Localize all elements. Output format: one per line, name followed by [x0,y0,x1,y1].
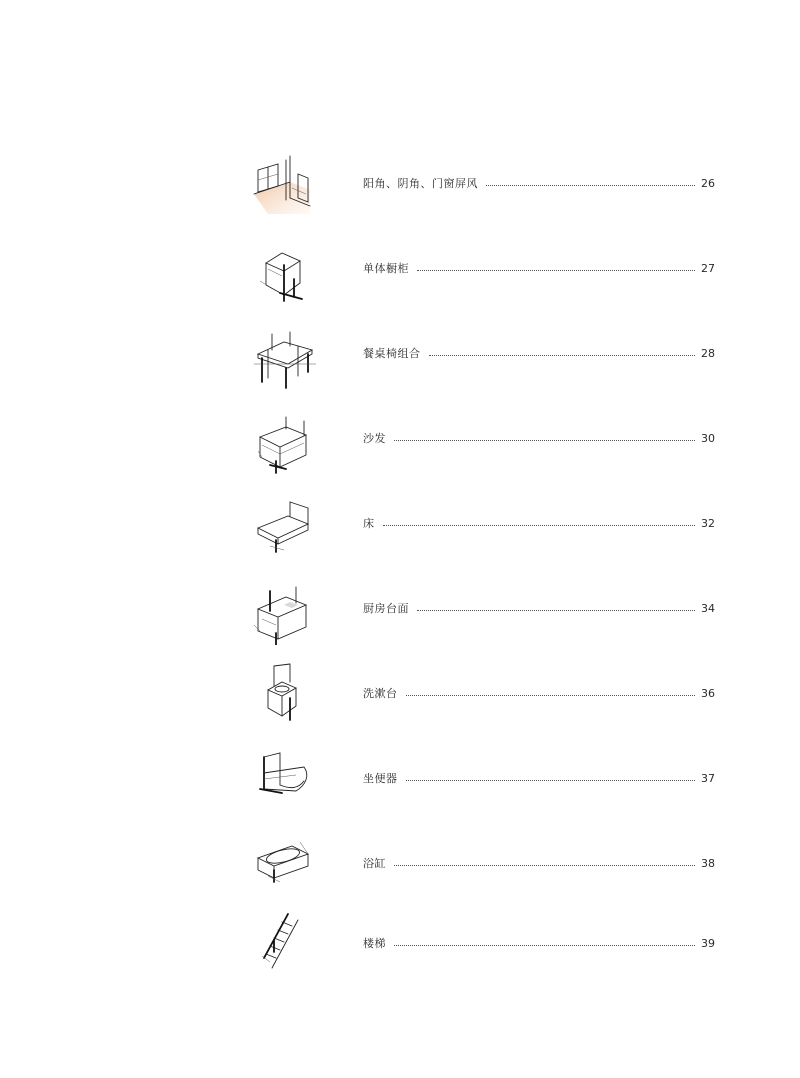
washbasin-icon [250,660,320,730]
toc-entry-title: 床 [363,517,375,530]
toc-entry[interactable] [250,235,720,305]
toc-dot-leader [394,945,695,946]
toc-entry[interactable] [250,745,720,815]
toc-entry-title: 厨房台面 [363,602,409,615]
toc-entry-page: 37 [701,771,715,785]
single-cabinet-icon [250,235,320,305]
toilet-icon [250,745,320,815]
toc-entry[interactable] [250,150,720,220]
toc-entry-page: 27 [701,261,715,275]
toc-entry-title: 楼梯 [363,937,386,950]
bed-icon [250,490,320,560]
dining-table-chairs-icon [250,320,320,390]
wall-corner-window-icon [250,150,320,220]
toc-dot-leader [406,780,696,781]
toc-entry-page: 28 [701,346,715,360]
toc-entry-title: 沙发 [363,432,386,445]
toc-entry-title: 餐桌椅组合 [363,347,421,360]
toc-dot-leader [417,270,695,271]
toc-entry-title: 坐便器 [363,772,398,785]
toc-entry-title: 浴缸 [363,857,386,870]
toc-entry[interactable] [250,910,720,980]
toc-entry[interactable] [250,320,720,390]
toc-dot-leader [383,525,696,526]
toc-dot-leader [394,865,695,866]
toc-entry-page: 32 [701,516,715,530]
toc-entry[interactable] [250,660,720,730]
toc-entry[interactable] [250,405,720,475]
toc-entry-page: 34 [701,601,715,615]
toc-dot-leader [417,610,695,611]
toc-dot-leader [486,185,695,186]
toc-entry-page: 36 [701,686,715,700]
toc-entry-page: 30 [701,431,715,445]
toc-entry-page: 38 [701,856,715,870]
toc-entry-page: 39 [701,936,715,950]
toc-entry-title: 阳角、阴角、门窗屏风 [363,177,478,190]
toc-entry-page: 26 [701,176,715,190]
stairs-icon [250,910,320,980]
toc-entry[interactable] [250,830,720,900]
toc-dot-leader [406,695,696,696]
toc-entry-title: 洗漱台 [363,687,398,700]
bathtub-icon [250,830,320,900]
toc-entry[interactable] [250,575,720,645]
toc-dot-leader [394,440,695,441]
toc-entry-title: 单体橱柜 [363,262,409,275]
sofa-icon [250,405,320,475]
toc-dot-leader [429,355,696,356]
toc-entry[interactable] [250,490,720,560]
kitchen-counter-icon [250,575,320,645]
